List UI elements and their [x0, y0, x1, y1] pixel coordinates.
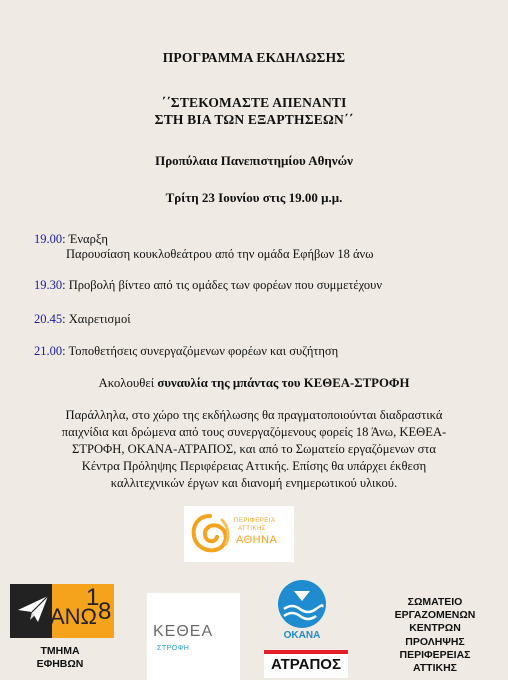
union-line: ΣΩΜΑΤΕΙΟ — [407, 596, 463, 608]
kethea-logo — [147, 593, 240, 680]
ano18-logo — [10, 584, 114, 638]
slogan-line-2: ΣΤΗ ΒΙΑ ΤΩΝ ΕΞΑΡΤΗΣΕΩΝ΄΄ — [154, 112, 354, 127]
paper-plane-icon — [16, 594, 50, 624]
atrapos-logo — [264, 650, 348, 678]
program-time: 19.00 — [34, 232, 63, 246]
attiki-logo — [184, 506, 294, 562]
attiki-line3: ΑΘΗΝΑ — [236, 534, 278, 546]
kethea-sub: ΣΤΡΟΦΗ — [157, 645, 190, 652]
paragraph-line: Κέντρα Πρόληψης Περιφέρειας Αττικής. Επίσης θα υπάρχει έκθεση — [81, 459, 427, 473]
paragraph-line: ΣΤΡΟΦΗ, ΟΚΑΝΑ-ΑΤΡΑΠΟΣ, και από το Σωματείο εργαζόμενων στα — [71, 442, 437, 456]
followup-line — [0, 376, 508, 391]
ano18-text: ΑΝΩ — [50, 604, 98, 629]
union-line: ΑΤΤΙΚΗΣ — [413, 662, 457, 675]
program-time: 21.00 — [34, 344, 63, 358]
program-item-3 — [34, 312, 131, 327]
kethea-name: ΚΕΘΕΑ — [153, 623, 214, 640]
atrapos-red-bar — [264, 650, 348, 654]
ano18-digit-1: 1 — [86, 584, 100, 611]
followup-prefix: Ακολουθεί — [98, 376, 158, 390]
union-line: ΚΕΝΤΡΩΝ — [409, 622, 461, 635]
okana-name: ΟΚΑΝΑ — [283, 630, 321, 641]
attiki-line2: ΑΤΤΙΚΗΣ — [238, 526, 267, 532]
union-line: ΠΕΡΙΦΕΡΕΙΑΣ — [399, 648, 471, 661]
venue: Προπύλαια Πανεπιστημίου Αθηνών — [155, 153, 353, 168]
ano18-digit-8: 8 — [98, 598, 112, 625]
program-text: : Προβολή βίντεο από τις ομάδες των φορέων που συμμετέχουν — [62, 278, 382, 292]
page-title: ΠΡΟΓΡΑΜΜΑ ΕΚΔΗΛΩΣΗΣ — [162, 50, 346, 65]
program-time: 19.30 — [34, 278, 63, 292]
union-name — [380, 596, 490, 675]
okana-emblem-icon — [276, 579, 328, 629]
program-text: : Έναρξη — [62, 232, 108, 246]
union-line: ΕΡΓΑΖΟΜΕΝΩΝ — [394, 609, 476, 622]
program-time: 20.45 — [34, 312, 63, 326]
caption-line: ΤΜΗΜΑ — [40, 645, 80, 657]
attiki-swirl-icon — [188, 512, 232, 556]
program-text: : Τοποθετήσεις συνεργαζόμενων φορέων και συζήτηση — [62, 344, 339, 358]
program-item-4 — [34, 344, 338, 359]
program-subtext: Παρουσίαση κουκλοθεάτρου από την ομάδα Εφήβων 18 άνω — [66, 247, 374, 261]
caption-line: ΕΦΗΒΩΝ — [36, 658, 84, 671]
paragraph-line: Παράλληλα, στο χώρο της εκδήλωσης θα πραγματοποιούνται διαδραστικά — [65, 408, 443, 422]
slogan-line-1: ΄΄ΣΤΕΚΟΜΑΣΤΕ ΑΠΕΝΑΝΤΙ — [161, 95, 347, 110]
program-item-2 — [34, 278, 382, 293]
program-text: : Χαιρετισμοί — [62, 312, 131, 326]
paragraph-line: καλλιτεχνικών έργων και διανομή ενημερωτικού υλικού. — [110, 476, 398, 490]
atrapos-name: ΑΤΡΑΠΟΣ — [271, 656, 341, 673]
paragraph-line: παιχνίδια και δρώμενα από τους συνεργαζόμενους φορείς 18 Άνω, ΚΕΘΕΑ- — [61, 425, 447, 439]
ano18-caption — [10, 645, 110, 671]
event-date: Τρίτη 23 Ιουνίου στις 19.00 μ.μ. — [165, 190, 343, 205]
description-paragraph — [54, 407, 454, 492]
union-line: ΠΡΟΛΗΨΗΣ — [405, 635, 465, 648]
followup-bold: συναυλία της μπάντας του ΚΕΘΕΑ-ΣΤΡΟΦΗ — [157, 376, 410, 390]
attiki-line1: ΠΕΡΙΦΕΡΕΙΑ — [234, 518, 276, 524]
program-item-1 — [34, 232, 108, 247]
okana-logo — [276, 579, 328, 645]
